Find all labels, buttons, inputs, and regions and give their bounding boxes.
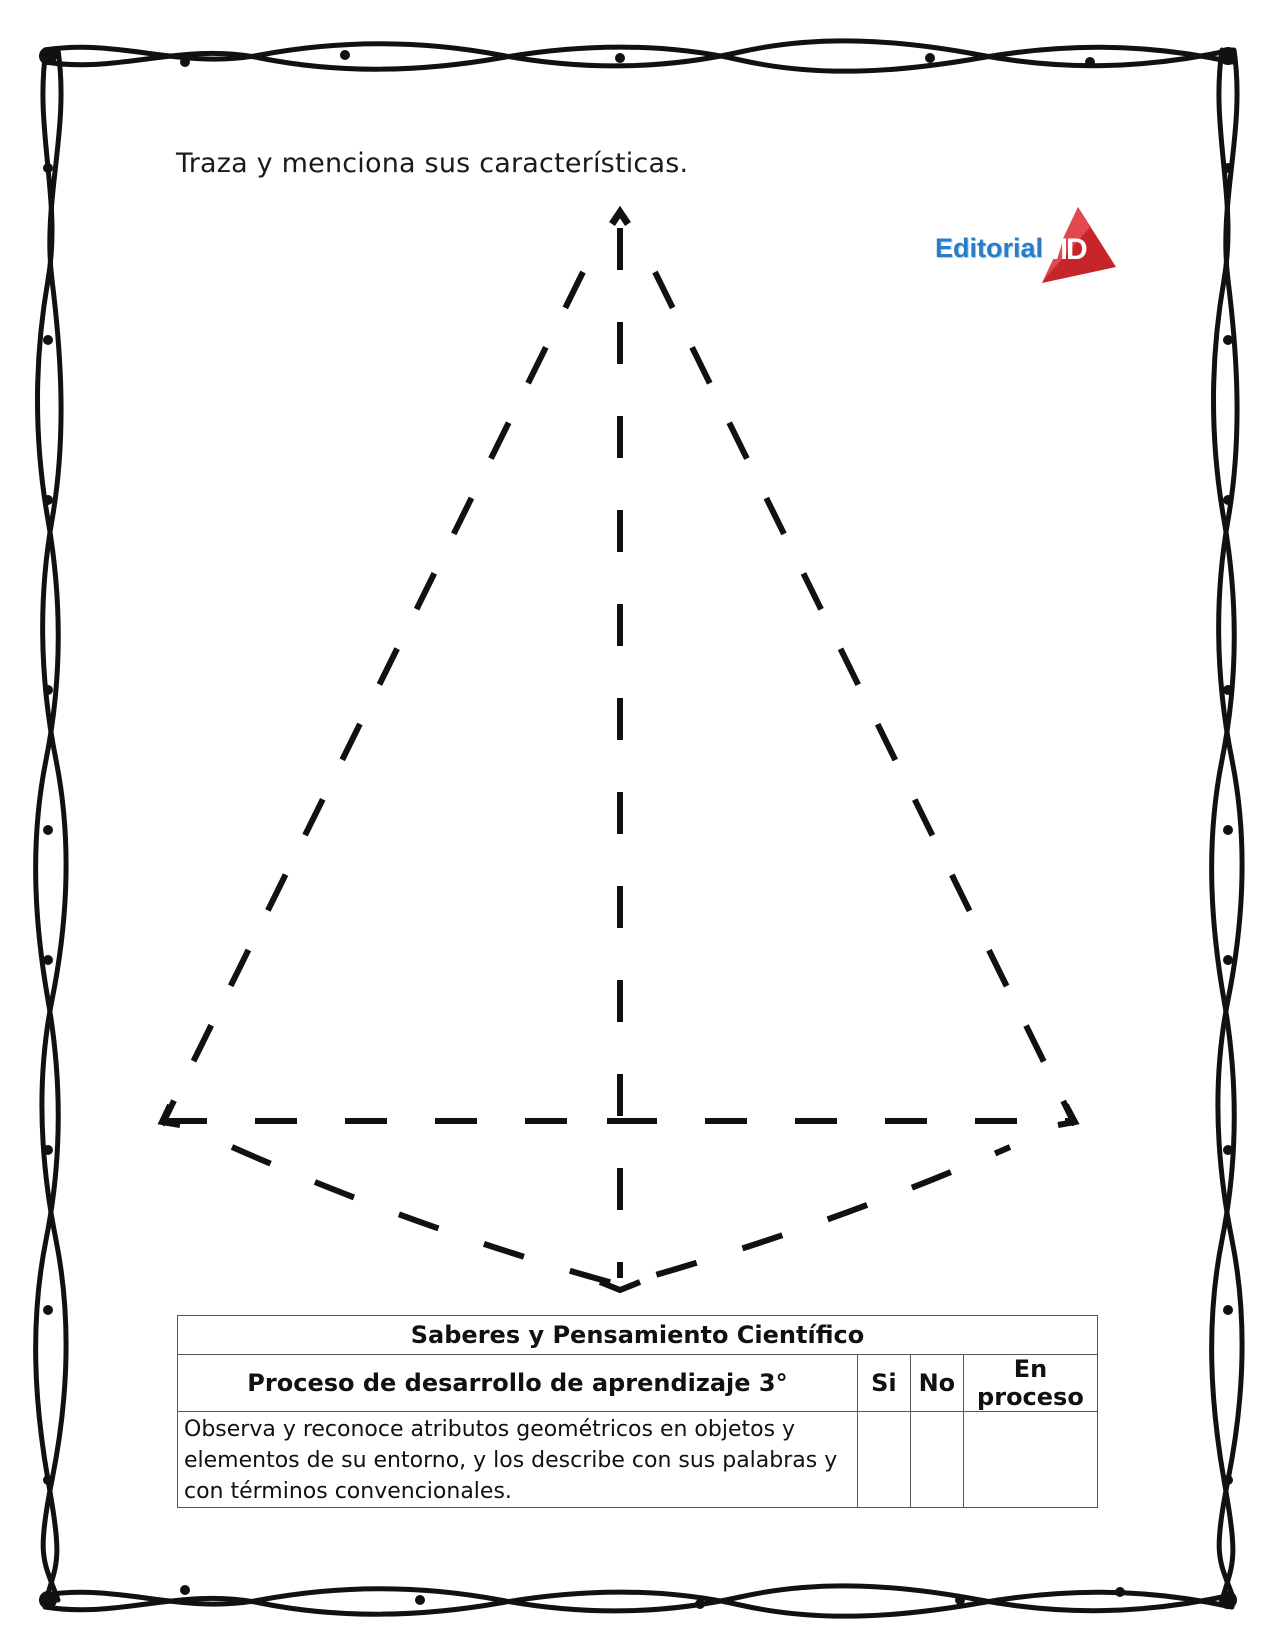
worksheet-instruction: Traza y menciona sus características. [176, 148, 689, 179]
right-corner-mark [1058, 1105, 1075, 1125]
checkbox-yes[interactable] [857, 1412, 910, 1508]
row-description: Observa y reconoce atributos geométricos en objetos y elementos de su entorno, y los describe con sus palabras y con términos convencionales. [178, 1412, 858, 1508]
table-row [178, 1412, 1098, 1508]
logo-wordmark: Editorial [935, 233, 1044, 263]
right-side-dashed-line [655, 272, 1075, 1125]
left-corner-mark [162, 1105, 180, 1125]
evaluation-table [177, 1315, 1098, 1508]
header-yes: Si [857, 1355, 910, 1412]
apex-arrowhead [612, 212, 628, 224]
checkbox-no[interactable] [910, 1412, 963, 1508]
header-no: No [910, 1355, 963, 1412]
left-side-dashed-line [162, 272, 583, 1125]
header-in-progress: En proceso [963, 1355, 1097, 1412]
table-title: Saberes y Pensamiento Científico [178, 1316, 1098, 1355]
header-process: Proceso de desarrollo de aprendizaje 3° [178, 1355, 858, 1412]
bottom-arrowhead [600, 1282, 640, 1290]
logo-mark-text: MD [1043, 233, 1086, 266]
checkbox-in-progress[interactable] [963, 1412, 1097, 1508]
